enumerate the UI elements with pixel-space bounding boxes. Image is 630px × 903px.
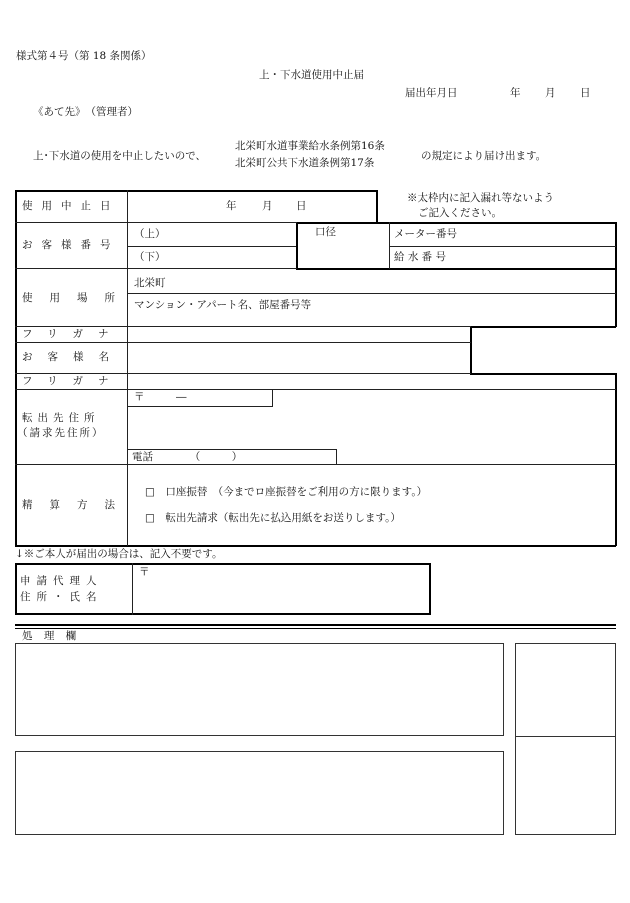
billing-address-label: （請求先住所） <box>17 427 105 439</box>
furigana-label-2: フリガナ <box>22 375 124 387</box>
forward-address-label: 転出先住所 <box>22 412 100 424</box>
furigana-label-1: フリガナ <box>22 328 124 340</box>
building-hint: マンション・アパート名、部屋番号等 <box>134 299 312 311</box>
supply-number-label: 給 水 番 号 <box>394 251 447 263</box>
caliber-label: 口径 <box>315 226 336 238</box>
forward-phone: 電話 （ ） <box>132 451 243 463</box>
ordinance-sewer: 北栄町公共下水道条例第17条 <box>235 157 375 169</box>
agent-box <box>15 563 431 615</box>
processing-side-box[interactable] <box>515 643 616 835</box>
stop-date-day: 日 <box>296 200 307 212</box>
customer-name-label: お客様名 <box>22 351 124 363</box>
submit-date-label: 届出年月日 <box>405 87 458 99</box>
settlement-option-account[interactable]: □ 口座振替 （今までロ座振替をご利用の方に限ります。） <box>145 486 428 498</box>
notice-line1: ※太枠内に記入漏れ等ないよう <box>407 192 554 204</box>
addressee: 《あて先》 （管理者） <box>33 106 138 118</box>
submit-year: 年 <box>510 87 521 99</box>
settlement-label: 精算方法 <box>22 499 132 511</box>
ordinance-water: 北栄町水道事業給水条例第16条 <box>235 140 385 152</box>
processing-box-2[interactable] <box>15 751 504 835</box>
usage-location-label: 使用場所 <box>22 292 132 304</box>
intro-lead: 上･下水道の使用を中止したいので、 <box>33 150 207 162</box>
settlement-option-invoice[interactable]: □ 転出先請求（転出先に払込用紙をお送りします。） <box>145 512 401 524</box>
agent-postal: 〒 <box>139 566 150 578</box>
stop-date-label: 使用中止日 <box>22 200 120 212</box>
stop-date-year: 年 <box>226 200 237 212</box>
agent-address-name-label: 住所・氏名 <box>20 591 103 603</box>
notice-line2: ご記入ください。 <box>418 207 502 219</box>
form-title: 上・下水道使用中止届 <box>259 69 364 81</box>
agent-note: ↓※ご本人が届出の場合は、記入不要です。 <box>15 548 223 560</box>
forward-postal: 〒 ― <box>134 391 187 403</box>
meter-number-label: メーター番号 <box>394 228 457 240</box>
town-name: 北栄町 <box>134 277 166 289</box>
submit-day: 日 <box>580 87 591 99</box>
upper-label: （上） <box>134 228 166 240</box>
stop-date-month: 月 <box>262 200 273 212</box>
lower-label: （下） <box>134 251 166 263</box>
processing-box-1[interactable] <box>15 643 504 736</box>
agent-label: 申請代理人 <box>20 575 103 587</box>
submit-month: 月 <box>545 87 556 99</box>
intro-tail: の規定により届け出ます。 <box>421 150 547 162</box>
form-number: 様式第４号（第 18 条関係） <box>16 50 152 62</box>
customer-number-label: お客様番号 <box>22 239 120 251</box>
processing-label: 処 理 欄 <box>22 630 81 642</box>
